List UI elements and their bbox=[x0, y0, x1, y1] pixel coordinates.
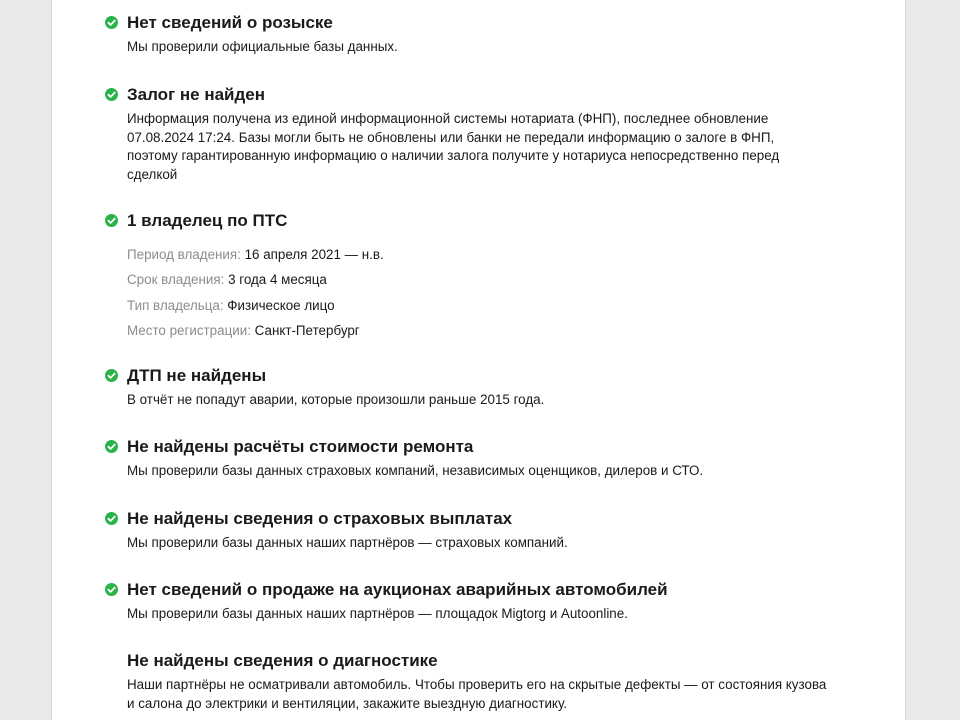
check-item-repairs bbox=[105, 436, 875, 481]
check-icon bbox=[105, 88, 118, 101]
check-icon bbox=[105, 16, 118, 29]
item-title: Нет сведений о розыске bbox=[127, 13, 333, 32]
item-description: Мы проверили базы данных наших партнёров — страховых компаний. bbox=[127, 535, 568, 550]
item-title: Не найдены сведения о страховых выплатах bbox=[127, 509, 513, 528]
owner-region-label: Место регистрации: bbox=[127, 322, 251, 338]
report-card bbox=[51, 0, 906, 720]
item-description: Мы проверили базы данных страховых компаний, независимых оценщиков, дилеров и СТО. bbox=[127, 463, 704, 478]
item-title: Не найдены расчёты стоимости ремонта bbox=[127, 437, 474, 456]
item-title: Залог не найден bbox=[127, 85, 266, 104]
check-item-pledge bbox=[105, 84, 875, 185]
check-icon bbox=[105, 369, 118, 382]
check-item-wanted bbox=[105, 12, 875, 57]
check-item-auctions bbox=[105, 579, 875, 624]
check-item-diagnostics bbox=[105, 650, 875, 713]
owner-period-label: Период владения: bbox=[127, 247, 241, 262]
item-title: Нет сведений о продаже на аукционах аварийных автомобилей bbox=[127, 580, 668, 599]
owner-duration bbox=[127, 267, 875, 292]
check-icon bbox=[105, 440, 118, 453]
owner-period bbox=[127, 242, 875, 267]
check-item-accidents bbox=[105, 365, 875, 410]
item-title: 1 владелец по ПТС bbox=[127, 211, 288, 230]
owner-type-value: Физическое лицо bbox=[227, 297, 335, 313]
owner-type-label: Тип владельца: bbox=[127, 297, 224, 313]
item-description: Информация получена из единой информационной системы нотариата (ФНП), последнее обновление 07.08.2024 17:24. Базы могли быть не обновлены или банки не передали информацию о залоге в ФНП, поэтому гарантированную информацию о наличии залога получите у нотариуса непосредственно перед сделкой bbox=[127, 111, 780, 183]
check-icon bbox=[105, 512, 118, 525]
check-icon bbox=[105, 583, 118, 596]
item-description: Мы проверили официальные базы данных. bbox=[127, 39, 398, 54]
item-title: ДТП не найдены bbox=[127, 366, 267, 385]
check-icon bbox=[105, 214, 118, 227]
item-description: Мы проверили базы данных наших партнёров — площадок Migtorg и Autoonline. bbox=[127, 606, 628, 621]
item-title: Не найдены сведения о диагностике bbox=[127, 651, 438, 670]
owner-period-value: 16 апреля 2021 — н.в. bbox=[244, 247, 384, 262]
owner-type bbox=[127, 293, 875, 318]
check-item-insurance-payouts bbox=[105, 508, 875, 553]
item-description: В отчёт не попадут аварии, которые произошли раньше 2015 года. bbox=[127, 392, 545, 407]
check-item-owners bbox=[105, 210, 875, 343]
owner-duration-value: 3 года 4 месяца bbox=[228, 272, 327, 288]
owner-duration-label: Срок владения: bbox=[127, 272, 225, 288]
owner-region-value: Санкт-Петербург bbox=[254, 322, 360, 338]
item-description: Наши партнёры не осматривали автомобиль. Чтобы проверить его на скрытые дефекты — от состояния кузова и салона до электрики и вентиляции, закажите выездную диагностику. bbox=[127, 677, 827, 711]
owner-details bbox=[127, 242, 875, 343]
owner-region bbox=[127, 318, 875, 343]
